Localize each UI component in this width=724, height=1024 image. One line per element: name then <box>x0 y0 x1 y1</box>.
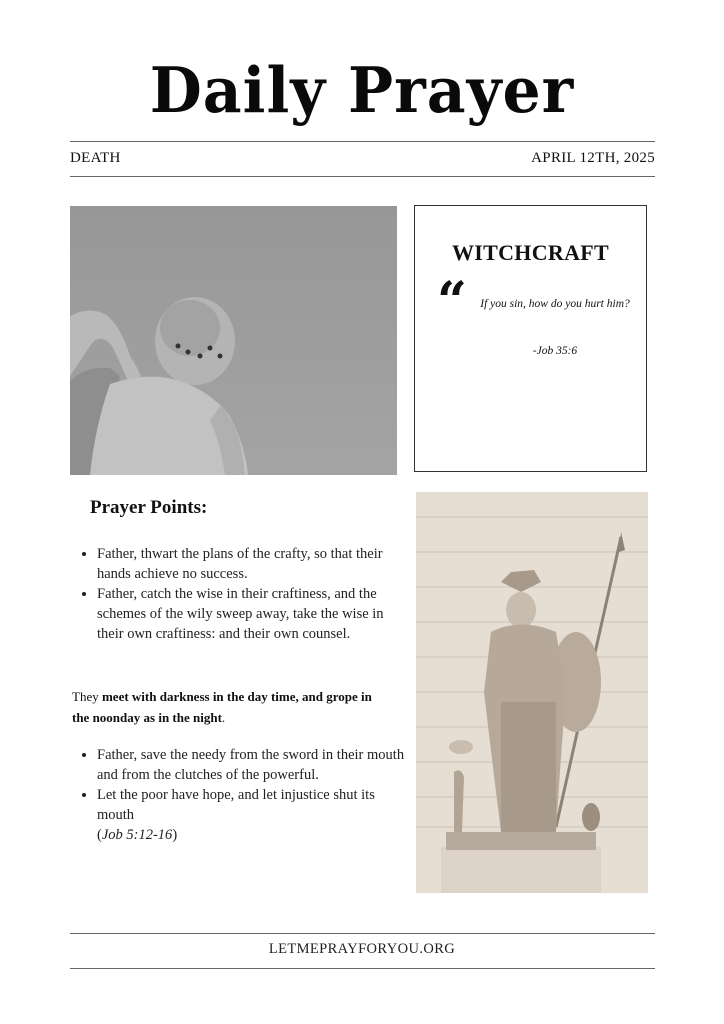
header-divider-bottom <box>70 176 655 177</box>
paragraph-bold: meet with darkness in the day time, and grope in the noonday as in the night <box>72 689 372 725</box>
list-item: • Father, catch the wise in their craftiness, and the schemes of the wily sweep away, take the wise in their own craftiness: and their own counsel. <box>97 584 407 644</box>
citation-ref: Job 5:12-16 <box>101 827 173 843</box>
footer-website: LETMEPRAYFORYOU.ORG <box>268 941 456 957</box>
list-item-text: Let the poor have hope, and let injustice shut its mouth <box>97 787 375 823</box>
quote-box-title: WITCHCRAFT <box>451 240 609 265</box>
topic-label: DEATH <box>70 150 121 166</box>
page-title: Daily Prayer <box>149 54 575 128</box>
scripture-paragraph <box>72 686 382 728</box>
quote-box <box>414 205 647 472</box>
footer-divider-bottom <box>70 968 655 969</box>
citation-close: ) <box>172 827 178 843</box>
list-item: • Father, thwart the plans of the crafty, so that their hands achieve no success. <box>97 544 407 584</box>
statue-bust-icon <box>70 206 397 475</box>
paragraph-tail: . <box>221 710 226 725</box>
paragraph-lead: They <box>72 689 102 704</box>
athena-statue-photo <box>416 492 648 893</box>
list-item <box>97 785 407 845</box>
list-item: • Father, save the needy from the sword in their mouth and from the clutches of the powerful. <box>97 745 407 785</box>
statue-photo-grayscale <box>70 206 397 475</box>
header-divider-top <box>70 141 655 142</box>
footer-divider-top <box>70 933 655 934</box>
prayer-points-list-2 <box>72 745 407 845</box>
quote-reference: -Job 35:6 <box>532 345 578 357</box>
athena-statue-icon <box>416 492 648 893</box>
quote-mark-icon: “ <box>437 271 467 332</box>
prayer-points-list-1 <box>72 544 407 644</box>
date-label: APRIL 12TH, 2025 <box>531 150 655 166</box>
citation-open: ( <box>97 827 102 843</box>
citation <box>97 827 177 843</box>
quote-text: If you sin, how do you hurt him? <box>480 298 630 310</box>
prayer-points-heading: Prayer Points: <box>90 497 208 518</box>
